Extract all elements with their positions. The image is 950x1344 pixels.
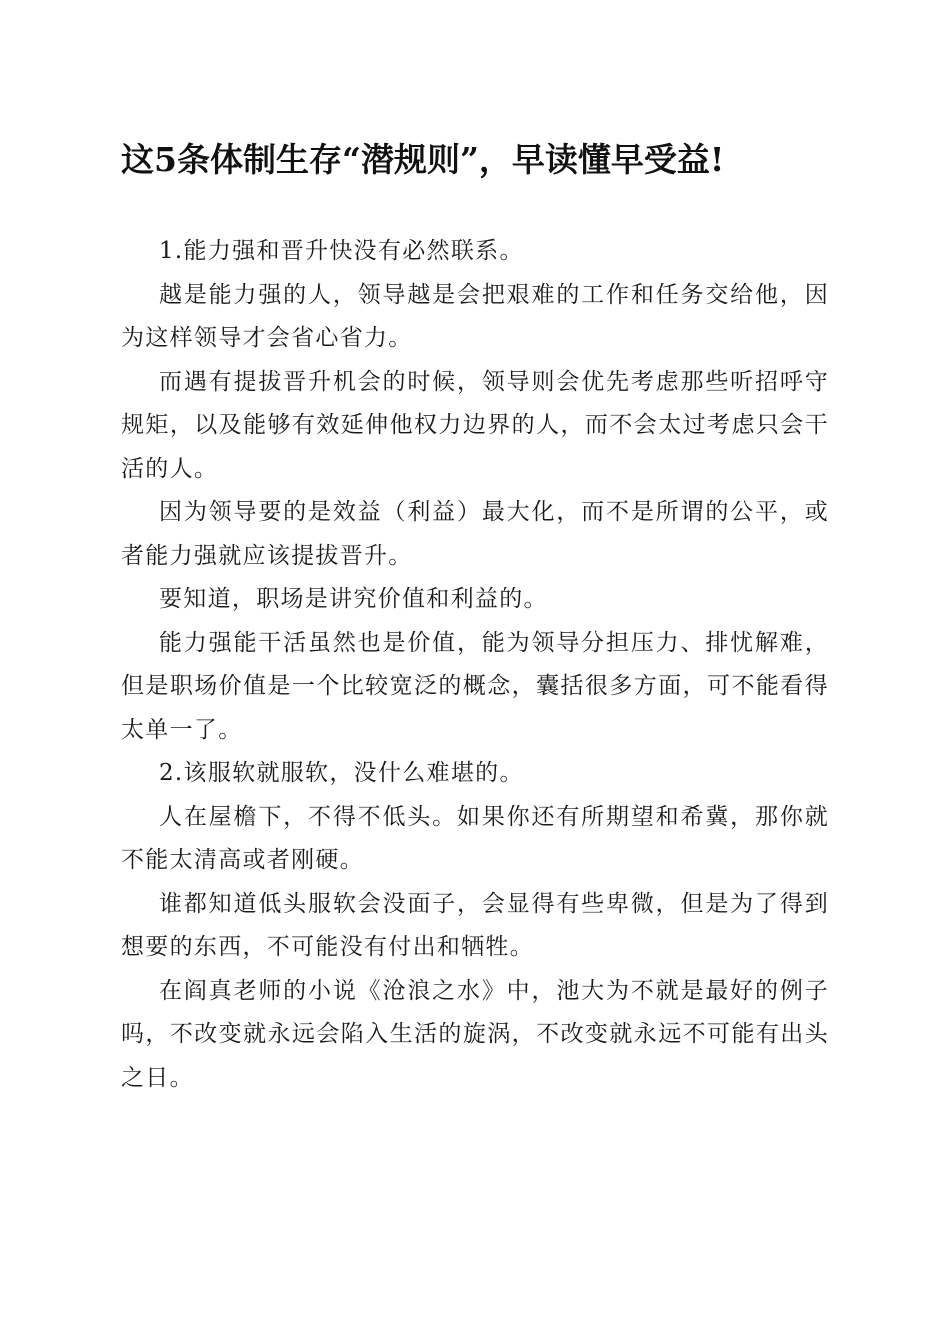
paragraph: 1.能力强和晋升快没有必然联系。: [159, 238, 524, 264]
paragraph: 而遇有提拔晋升机会的时候，领导则会优先考虑那些听招呼守规矩，以及能够有效延伸他权力边界的人，而不会太过考虑只会干活的人。: [121, 368, 829, 482]
paragraph: 因为领导要的是效益（利益）最大化，而不是所谓的公平，或者能力强就应该提拔晋升。: [121, 499, 829, 569]
paragraph: 2.该服软就服软，没什么难堪的。: [159, 760, 524, 786]
paragraph: 谁都知道低头服软会没面子，会显得有些卑微，但是为了得到想要的东西，不可能没有付出和牺牲。: [121, 890, 829, 960]
paragraph: 越是能力强的人，领导越是会把艰难的工作和任务交给他，因为这样领导才会省心省力。: [121, 281, 829, 351]
paragraph: 能力强能干活虽然也是价值，能为领导分担压力、排忧解难，但是职场价值是一个比较宽泛的概念，囊括很多方面，可不能看得太单一了。: [121, 629, 829, 743]
document-body: [121, 230, 829, 1100]
paragraph: 要知道，职场是讲究价值和利益的。: [159, 586, 548, 612]
paragraph: 人在屋檐下，不得不低头。如果你还有所期望和希冀，那你就不能太清高或者刚硬。: [121, 803, 829, 873]
document-title: 这5条体制生存“潜规则”，早读懂早受益!: [121, 140, 725, 179]
paragraph: 在阎真老师的小说《沧浪之水》中，池大为不就是最好的例子吗，不改变就永远会陷入生活的旋涡，不改变就永远不可能有出头之日。: [121, 977, 829, 1091]
